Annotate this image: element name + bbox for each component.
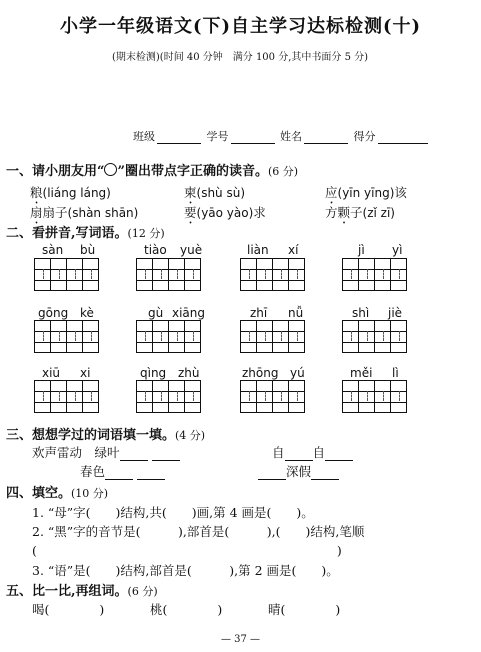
score-label: 得分 xyxy=(353,130,376,143)
name-label: 姓名 xyxy=(280,130,302,143)
blank-field[interactable] xyxy=(137,467,165,480)
blank-field[interactable] xyxy=(285,448,313,461)
pinyin-label: jì xyxy=(358,243,365,257)
reading-item-3: 应(yīn yīng)该 xyxy=(325,185,407,200)
circle-icon xyxy=(104,163,117,176)
blank-field[interactable] xyxy=(152,448,180,461)
pinyin-label: nǚ xyxy=(288,306,304,320)
section3-title: 三、想想学过的词语填一填。(4 分) xyxy=(6,428,206,443)
class-label: 班级 xyxy=(133,130,155,143)
pinyin-label: yú xyxy=(290,366,305,380)
pinyin-label: liàn xyxy=(247,243,269,257)
section4-title: 四、填空。(10 分) xyxy=(6,486,109,501)
pinyin-label: lì xyxy=(392,366,399,380)
score-field[interactable] xyxy=(378,131,428,144)
compare-item-1: 喝( ) xyxy=(32,602,105,617)
pinyin-label: gù xyxy=(148,306,164,320)
reading-item-5: 要(yāo yào)求 xyxy=(184,205,266,220)
pinyin-label: yì xyxy=(392,243,403,257)
reading-item-6: 方颗子(zǐ zī) xyxy=(325,205,395,220)
fill-question-2: 2. “黑”字的音节是( ),部首是( ),( )结构,笔顺 xyxy=(32,524,365,539)
reading-item-4: 扇扇子(shàn shān) xyxy=(30,205,139,220)
blank-field[interactable] xyxy=(105,467,133,480)
section1-title: 一、请小朋友用“ ”圈出带点字正确的读音。(6 分) xyxy=(6,164,299,179)
pinyin-label: jiè xyxy=(388,306,403,320)
pinyin-label: yuè xyxy=(180,243,203,257)
pinyin-label: měi xyxy=(350,366,373,380)
idiom-row-2b: 深假 xyxy=(258,462,339,480)
idiom-row-1: 欢声雷动 绿叶 xyxy=(32,443,180,461)
pinyin-label: xiāng xyxy=(172,306,206,320)
blank-field[interactable] xyxy=(258,467,286,480)
pinyin-label: bù xyxy=(80,243,96,257)
writing-grid[interactable] xyxy=(136,320,201,353)
student-info-row xyxy=(133,128,430,144)
writing-grid[interactable] xyxy=(136,258,201,291)
writing-grid[interactable] xyxy=(34,320,99,353)
pinyin-label: xi xyxy=(80,366,91,380)
idiom-row-1b: 自 自 xyxy=(272,443,353,461)
writing-grid[interactable] xyxy=(136,380,201,413)
writing-grid[interactable] xyxy=(240,320,305,353)
pinyin-label: zhōng xyxy=(242,366,279,380)
compare-item-2: 桃( ) xyxy=(150,602,223,617)
section2-title: 二、看拼音,写词语。(12 分) xyxy=(6,226,165,241)
pinyin-label: qìng xyxy=(140,366,167,380)
writing-grid[interactable] xyxy=(34,258,99,291)
fill-question-2-continued: ( ) xyxy=(32,543,342,558)
class-field[interactable] xyxy=(157,131,201,144)
exam-meta: (期末检测)(时间 40 分钟 满分 100 分,其中书面分 5 分) xyxy=(111,52,369,63)
page-title: 小学一年级语文(下)自主学习达标检测(十) xyxy=(59,16,422,37)
section5-title: 五、比一比,再组词。(6 分) xyxy=(6,584,158,599)
pinyin-label: xí xyxy=(288,243,299,257)
pinyin-label: gōng xyxy=(38,306,69,320)
pinyin-label: xiū xyxy=(42,366,61,380)
fill-question-3: 3. “语”是( )结构,部首是( ),第 2 画是( )。 xyxy=(32,563,339,578)
name-field[interactable] xyxy=(304,131,348,144)
pinyin-label: sàn xyxy=(42,243,64,257)
reading-item-1: 粮(liáng láng) xyxy=(30,185,111,200)
writing-grid[interactable] xyxy=(342,258,407,291)
pinyin-label: zhī xyxy=(250,306,268,320)
number-field[interactable] xyxy=(231,131,275,144)
writing-grid[interactable] xyxy=(240,258,305,291)
compare-item-3: 晴( ) xyxy=(268,602,341,617)
pinyin-label: shì xyxy=(352,306,370,320)
number-label: 学号 xyxy=(206,130,229,143)
writing-grid[interactable] xyxy=(342,320,407,353)
writing-grid[interactable] xyxy=(342,380,407,413)
pinyin-label: tiào xyxy=(144,243,167,257)
pinyin-label: kè xyxy=(80,306,94,320)
reading-item-2: 柬(shù sù) xyxy=(184,185,246,200)
blank-field[interactable] xyxy=(325,448,353,461)
writing-grid[interactable] xyxy=(240,380,305,413)
idiom-row-2: 春色 xyxy=(80,462,165,480)
blank-field[interactable] xyxy=(120,448,148,461)
writing-grid[interactable] xyxy=(34,380,99,413)
pinyin-label: zhù xyxy=(178,366,200,380)
blank-field[interactable] xyxy=(311,467,339,480)
page-number: — 37 — xyxy=(220,634,261,645)
fill-question-1: 1. “母”字( )结构,共( )画,第 4 画是( )。 xyxy=(32,505,314,520)
